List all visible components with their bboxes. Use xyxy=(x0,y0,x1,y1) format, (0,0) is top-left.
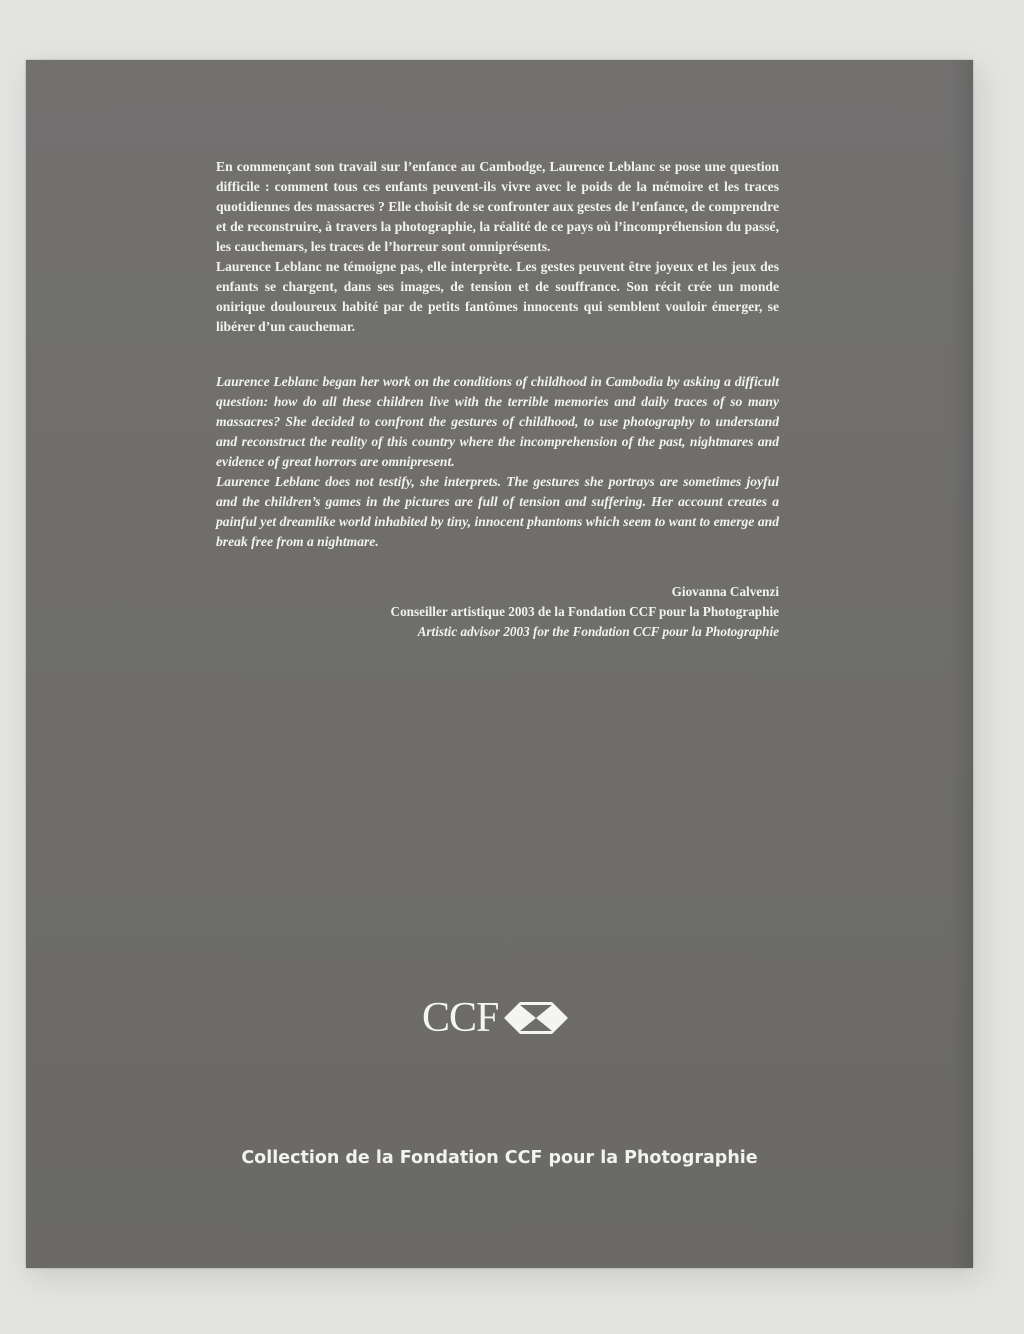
english-paragraph-2: Laurence Leblanc does not testify, she interprets. The gestures she portrays are sometimes joyful and the children’s games in the pictures are full of tension and suffering. Her account creates a painful yet dreamlike world inhabited by tiny, innocent phantoms which seem to want to emerge and break free from a nightmare. xyxy=(216,474,779,549)
signature-name: Giovanna Calvenzi xyxy=(671,584,779,599)
hexagon-hourglass-icon xyxy=(504,1002,568,1034)
french-paragraph-2: Laurence Leblanc ne témoigne pas, elle interprète. Les gestes peuvent être joyeux et les jeux des enfants se chargent, dans ses images, de tension et de souffrance. Son récit crée un monde onirique douloureux habité par de petits fantômes innocents qui semblent vouloir émerger, se libérer d’un cauchemar. xyxy=(216,259,779,334)
signature xyxy=(216,582,779,642)
spine-edge xyxy=(949,60,973,1268)
english-paragraph-1: Laurence Leblanc began her work on the conditions of childhood in Cambodia by asking a difficult question: how do all these children live with the terrible memories and daily traces of so many massacres? She decided to confront the gestures of childhood, to use photography to understand and reconstruct the reality of this country where the incomprehension of the past, nightmares and evidence of great horrors are omnipresent. xyxy=(216,374,779,469)
ccf-logo-text: CCF xyxy=(422,995,499,1041)
french-text xyxy=(216,157,779,337)
book-back-cover xyxy=(26,60,973,1268)
french-paragraph-1: En commençant son travail sur l’enfance au Cambodge, Laurence Leblanc se pose une question difficile : comment tous ces enfants peuvent-ils vivre avec le poids de la mémoire et les traces quotidiennes des massacres ? Elle choisit de se confronter aux gestes de l’enfance, de comprendre et de reconstruire, à travers la photographie, la réalité de ce pays où l’incompréhension du passé, les cauchemars, les traces de l’horreur sont omniprésents. xyxy=(216,159,779,254)
signature-title-fr: Conseiller artistique 2003 de la Fondation CCF pour la Photographie xyxy=(390,604,779,619)
english-text xyxy=(216,372,779,552)
ccf-logo xyxy=(422,993,568,1043)
cover-text-block xyxy=(216,157,779,642)
collection-line: Collection de la Fondation CCF pour la Photographie xyxy=(241,1148,758,1168)
signature-title-en: Artistic advisor 2003 for the Fondation CCF pour la Photographie xyxy=(417,624,779,639)
